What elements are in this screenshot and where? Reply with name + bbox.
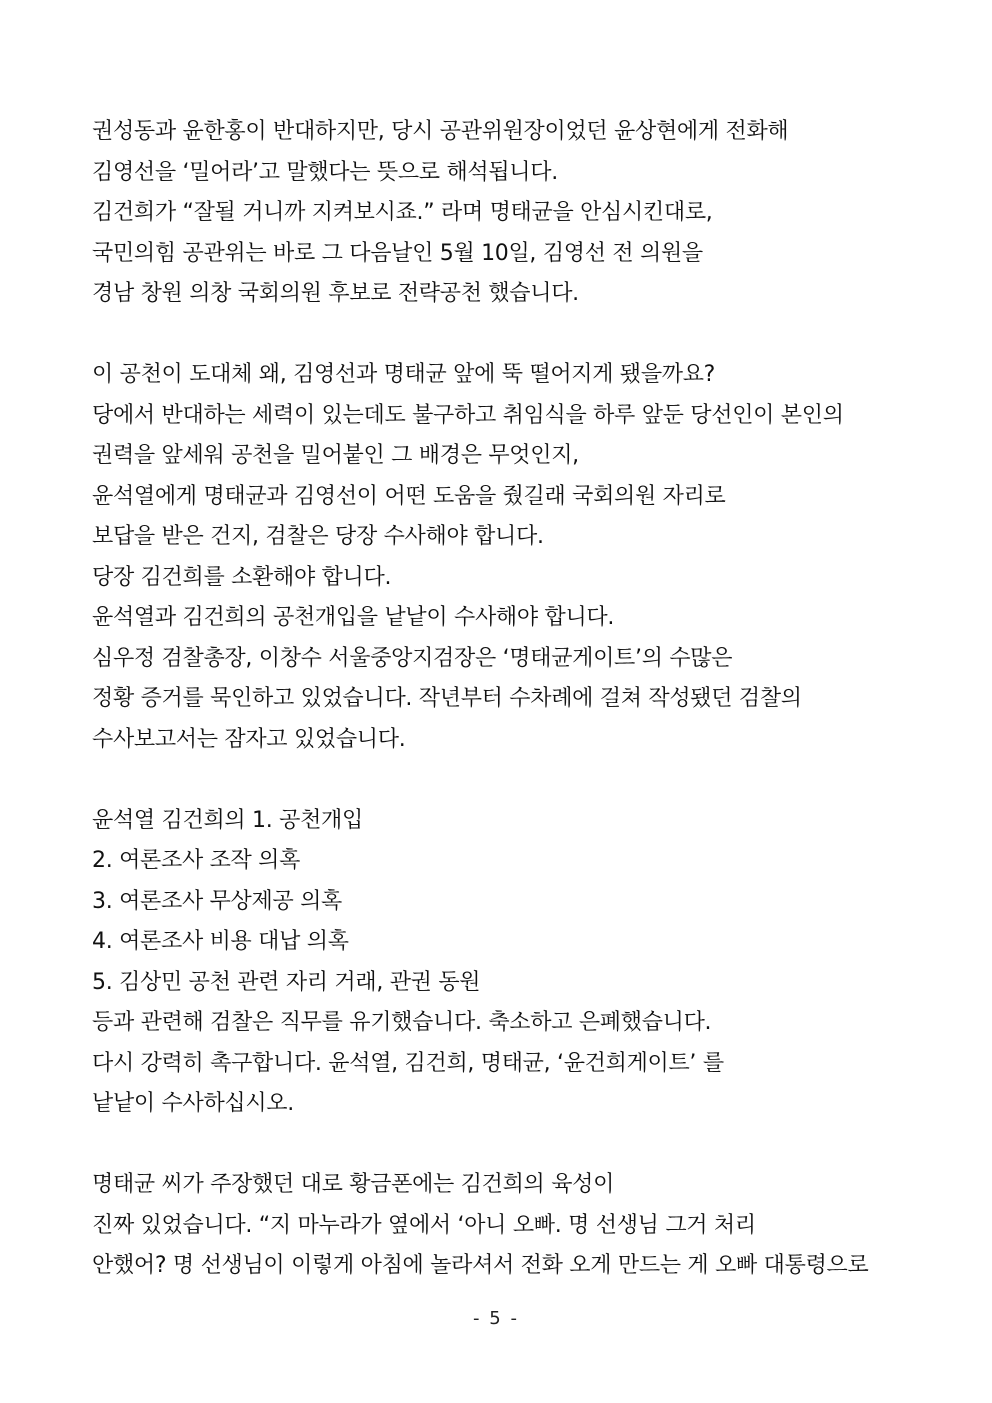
paragraph-4: [92, 1165, 912, 1287]
text-line: 당에서 반대하는 세력이 있는데도 불구하고 취임식을 하루 앞둔 당선인이 본인의: [92, 402, 844, 428]
list-item: 3. 여론조사 무상제공 의혹: [92, 888, 342, 914]
paragraph-3: [92, 801, 912, 1125]
document-body: [92, 112, 912, 1287]
paragraph-gap: [92, 1125, 912, 1166]
text-line: 윤석열에게 명태균과 김영선이 어떤 도움을 줬길래 국회의원 자리로: [92, 483, 726, 509]
text-line: 보답을 받은 건지, 검찰은 당장 수사해야 합니다.: [92, 524, 544, 549]
text-line: 안했어? 명 선생님이 이렇게 아침에 놀라셔서 전화 오게 만드는 게 오빠 대통령으로: [92, 1253, 869, 1278]
page-number: - 5 -: [473, 1308, 519, 1329]
text-line: 수사보고서는 잠자고 있었습니다.: [92, 726, 406, 752]
text-line: 정황 증거를 묵인하고 있었습니다. 작년부터 수차례에 걸쳐 작성됐던 검찰의: [92, 686, 802, 711]
text-line: 명태균 씨가 주장했던 대로 황금폰에는 김건희의 육성이: [92, 1172, 615, 1197]
text-line: 국민의힘 공관위는 바로 그 다음날인 5월 10일, 김영선 전 의원을: [92, 240, 703, 266]
text-line: 심우정 검찰총장, 이창수 서울중앙지검장은 ‘명태균게이트’의 수많은: [92, 645, 733, 671]
text-line: 낱낱이 수사하십시오.: [92, 1091, 294, 1116]
text-line: 권성동과 윤한홍이 반대하지만, 당시 공관위원장이었던 윤상현에게 전화해: [92, 119, 789, 144]
text-line: 경남 창원 의창 국회의원 후보로 전략공천 했습니다.: [92, 281, 579, 306]
paragraph-1: [92, 112, 912, 315]
list-item: 2. 여론조사 조작 의혹: [92, 848, 301, 873]
paragraph-gap: [92, 315, 912, 356]
list-item: 5. 김상민 공천 관련 자리 거래, 관권 동원: [92, 969, 481, 995]
text-line: 진짜 있었습니다. “지 마누라가 옆에서 ‘아니 오빠. 명 선생님 그거 처리: [92, 1212, 756, 1238]
paragraph-2: [92, 355, 912, 760]
paragraph-gap: [92, 760, 912, 801]
text-line: 등과 관련해 검찰은 직무를 유기했습니다. 축소하고 은폐했습니다.: [92, 1010, 712, 1035]
text-line: 윤석열 김건희의 1. 공천개입: [92, 807, 363, 833]
list-item: 4. 여론조사 비용 대납 의혹: [92, 929, 349, 954]
text-line: 다시 강력히 촉구합니다. 윤석열, 김건희, 명태균, ‘윤건희게이트’ 를: [92, 1050, 724, 1076]
text-line: 이 공천이 도대체 왜, 김영선과 명태균 앞에 뚝 떨어지게 됐을까요?: [92, 362, 716, 387]
text-line: 윤석열과 김건희의 공천개입을 낱낱이 수사해야 합니다.: [92, 605, 615, 630]
text-line: 당장 김건희를 소환해야 합니다.: [92, 564, 392, 590]
text-line: 김영선을 ‘밀어라’고 말했다는 뜻으로 해석됩니다.: [92, 159, 558, 185]
text-line: 김건희가 “잘될 거니까 지켜보시죠.” 라며 명태균을 안심시킨대로,: [92, 200, 713, 225]
text-line: 권력을 앞세워 공천을 밀어붙인 그 배경은 무엇인지,: [92, 443, 579, 468]
